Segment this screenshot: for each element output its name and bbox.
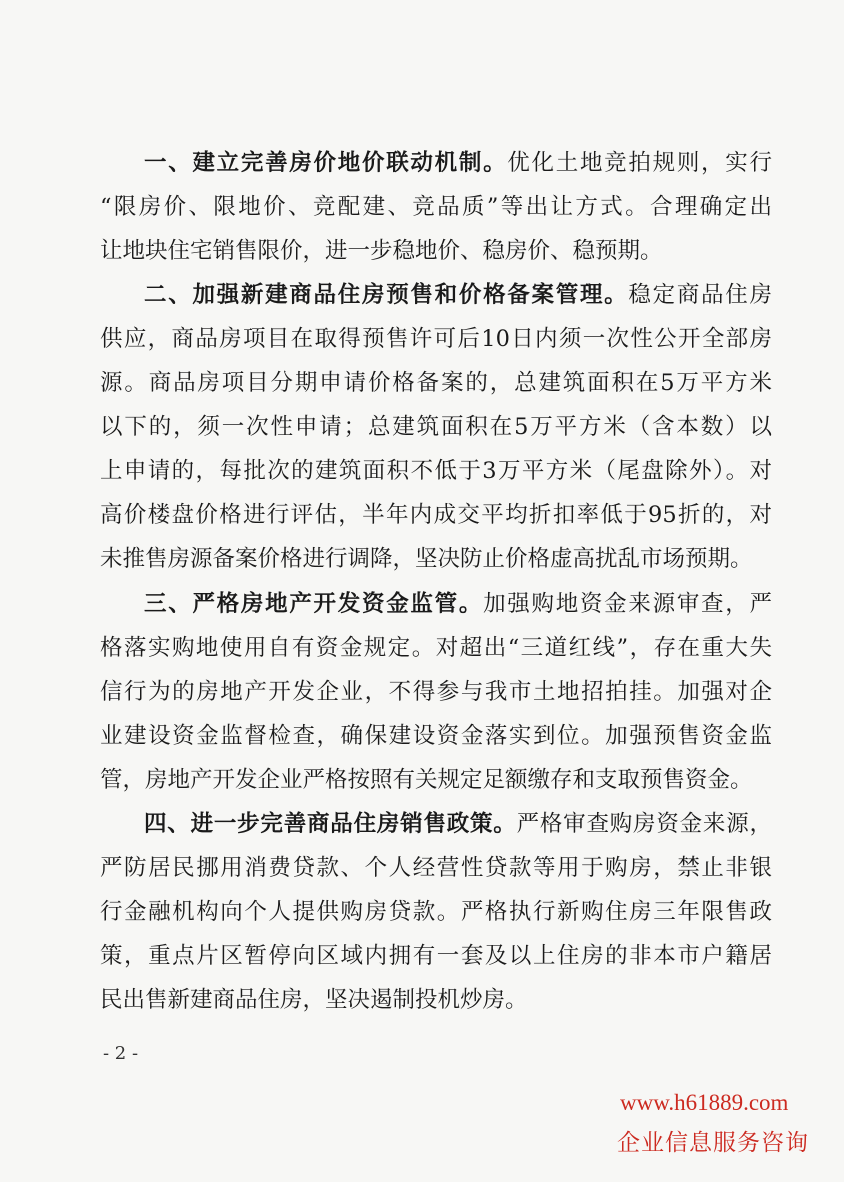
paragraph-3-heading: 三、严格房地产开发资金监管。	[144, 591, 484, 617]
paragraph-2-line-4: 以下的，须一次性申请；总建筑面积在5万平方米（含本数）以	[100, 414, 772, 440]
paragraph-4	[100, 802, 772, 1022]
paragraph-3-line-2: 格落实购地使用自有资金规定。对超出“三道红线”，存在重大失	[100, 635, 772, 661]
paragraph-4-line-5: 民出售新建商品住房，坚决遏制投机炒房。	[100, 987, 528, 1013]
paragraph-1-line-2: “限房价、限地价、竞配建、竞品质”等出让方式。合理确定出	[100, 194, 772, 220]
paragraph-3	[100, 582, 772, 802]
paragraph-2-heading: 二、加强新建商品住房预售和价格备案管理。	[144, 282, 629, 308]
paragraph-2-line-3: 源。商品房项目分期申请价格备案的，总建筑面积在5万平方米	[100, 370, 772, 396]
paragraph-2	[100, 273, 772, 581]
paragraph-2-line-5: 上申请的，每批次的建筑面积不低于3万平方米（尾盘除外）。对	[100, 458, 772, 484]
paragraph-2-line-6: 高价楼盘价格进行评估，半年内成交平均折扣率低于95折的，对	[100, 502, 772, 528]
paragraph-3-line-5: 管，房地产开发企业严格按照有关规定足额缴存和支取预售资金。	[100, 767, 753, 793]
paragraph-1-heading: 一、建立完善房价地价联动机制。	[144, 150, 508, 176]
paragraph-4-line-4: 策，重点片区暂停向区域内拥有一套及以上住房的非本市户籍居	[100, 943, 772, 969]
paragraph-1	[100, 141, 772, 273]
paragraph-3-line-4: 业建设资金监督检查，确保建设资金落实到位。加强预售资金监	[100, 723, 772, 749]
paragraph-4-line-2: 严防居民挪用消费贷款、个人经营性贷款等用于购房，禁止非银	[100, 855, 772, 881]
paragraph-1-line-3: 让地块住宅销售限价，进一步稳地价、稳房价、稳预期。	[100, 238, 663, 264]
paragraph-2-line-1: 稳定商品住房	[628, 282, 772, 308]
paragraph-3-line-1: 加强购地资金来源审查，严	[483, 591, 772, 617]
paragraph-4-line-1: 严格审查购房资金来源，	[516, 811, 772, 837]
watermark-url: www.h61889.com	[620, 1090, 789, 1115]
paragraph-4-heading: 四、进一步完善商品住房销售政策。	[144, 811, 517, 837]
paragraph-3-line-3: 信行为的房地产开发企业，不得参与我市土地招拍挂。加强对企	[100, 679, 772, 705]
paragraph-2-line-7: 未推售房源备案价格进行调降，坚决防止价格虚高扰乱市场预期。	[100, 546, 753, 572]
paragraph-1-line-1: 优化土地竞拍规则，实行	[507, 150, 772, 176]
page-number: - 2 -	[103, 1043, 139, 1064]
watermark-text: 企业信息服务咨询	[617, 1130, 809, 1156]
paragraph-4-line-3: 行金融机构向个人提供购房贷款。严格执行新购住房三年限售政	[100, 899, 772, 925]
paragraph-2-line-2: 供应，商品房项目在取得预售许可后10日内须一次性公开全部房	[100, 326, 772, 352]
